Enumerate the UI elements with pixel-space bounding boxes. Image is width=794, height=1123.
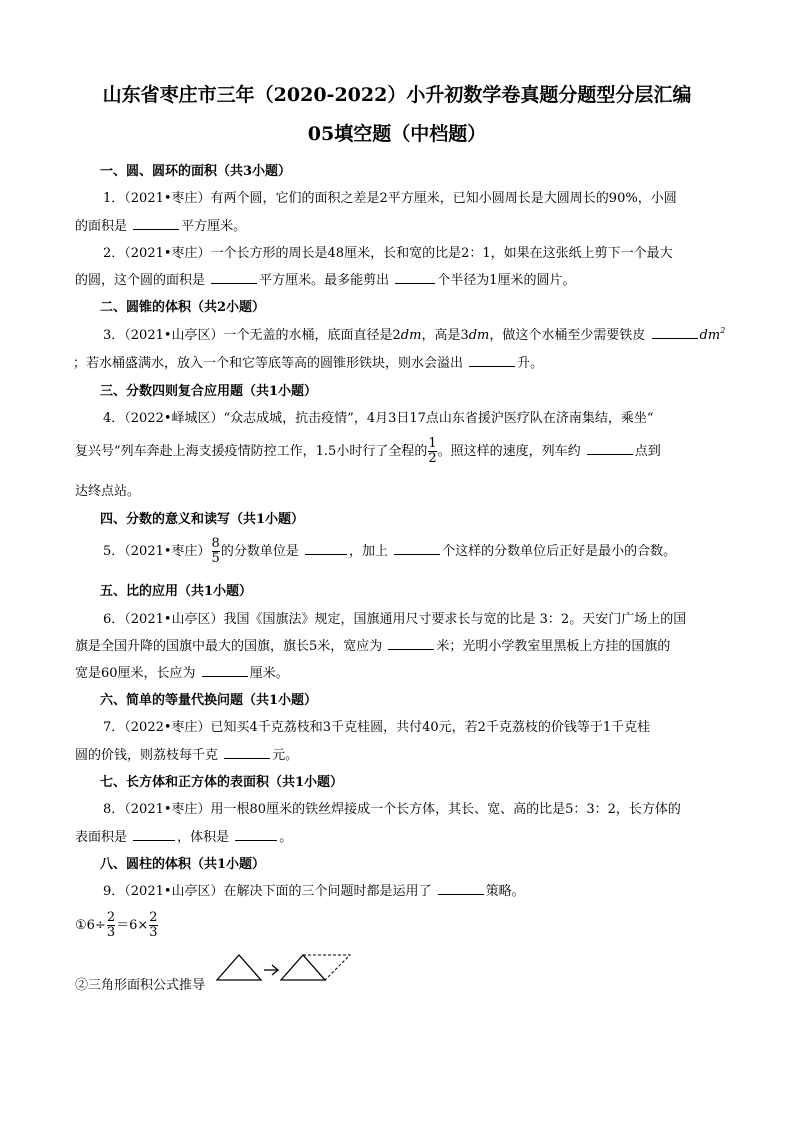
parallelogram-dashed-outline <box>303 955 350 980</box>
q8-blank-1[interactable] <box>133 828 175 841</box>
q5-line: 5．（2021•枣庄） $\frac{8}{5}$ 的分数单位是 ，加上 个这样的分数单位后正好是最小的合数。 <box>103 536 677 566</box>
q2-blank-1[interactable] <box>211 271 257 284</box>
section-7-heading: 七、长方体和正方体的表面积（共1小题） <box>100 775 344 790</box>
arrow-right-icon <box>264 965 278 975</box>
section-1-heading: 一、圆、圆环的面积（共3小题） <box>100 164 292 179</box>
q5-blank-2[interactable] <box>394 542 440 555</box>
q1-blank[interactable] <box>133 217 179 230</box>
q3-line-b: ；若水桶盛满水，放入一个和它等底等高的圆锥形铁块，则水会溢出 升。 <box>73 356 544 371</box>
q7-blank[interactable] <box>224 746 270 759</box>
q9-fraction-1: $\frac{2}{3}$ <box>106 910 116 940</box>
doc-title-line1: 山东省枣庄市三年（2020-2022）小升初数学卷真题分题型分层汇编 <box>102 84 692 106</box>
q2-line-b: 的圆，这个圆的面积是 平方厘米。最多能剪出 个半径为1厘米的圆片。 <box>75 273 576 288</box>
q8-line-b: 表面积是 ，体积是 。 <box>75 830 293 845</box>
q4-line-b: 复兴号”列车奔赴上海支援疫情防控工作，1.5小时行了全程的 $\frac{1}{2}$ 。照这样的速度，列车约 点到 <box>75 436 661 466</box>
q3-blank-1[interactable] <box>652 326 698 339</box>
q4-fraction: $\frac{1}{2}$ <box>428 436 437 466</box>
q3-line-a: 3．（2021•山亭区）一个无盖的水桶，底面直径是2dm，高是3dm，做这个水桶至少需要铁皮 $dm^2$ <box>103 326 726 343</box>
section-5-heading: 五、比的应用（共1小题） <box>100 584 253 599</box>
section-6-heading: 六、简单的等量代换问题（共1小题） <box>100 693 318 708</box>
q2-blank-2[interactable] <box>395 271 435 284</box>
q9-fraction-2: $\frac{2}{3}$ <box>149 910 158 940</box>
q8-blank-2[interactable] <box>235 828 277 841</box>
q9-expression-2: ②三角形面积公式推导 <box>75 978 206 993</box>
doc-title-line2: 05填空题（中档题） <box>307 123 487 145</box>
section-2-heading: 二、圆锥的体积（共2小题） <box>100 300 266 315</box>
triangle-shape <box>217 955 261 980</box>
q6-blank-2[interactable] <box>202 664 248 677</box>
q5-blank-1[interactable] <box>305 542 347 555</box>
q8-line-a: 8．（2021•枣庄）用一根80厘米的铁丝焊接成一个长方体，其长、宽、高的比是5：3：2，长方体的 <box>103 802 681 817</box>
section-4-heading: 四、分数的意义和读写（共1小题） <box>100 512 305 527</box>
q4-line-a: 4．（2022•峄城区）“众志成城，抗击疫情”，4月3日17点山东省援沪医疗队在济南集结，乘坐“ <box>103 411 654 426</box>
q6-line-b: 旗是全国升降的国旗中最大的国旗，旗长5米，宽应为 米；光明小学教室里黑板上方挂的国旗的 <box>75 639 671 654</box>
q3-blank-2[interactable] <box>469 354 515 367</box>
q2-line-a: 2．（2021•枣庄）一个长方形的周长是48厘米，长和宽的比是2：1，如果在这张纸上剪下一个最大 <box>103 246 673 261</box>
q1-line-a: 1．（2021•枣庄）有两个圆，它们的面积之差是2平方厘米，已知小圆周长是大圆周长的90%，小圆 <box>103 191 677 206</box>
q4-line-c: 达终点站。 <box>75 484 141 499</box>
section-8-heading: 八、圆柱的体积（共1小题） <box>100 857 266 872</box>
q7-line-a: 7．（2022•枣庄）已知买4千克荔枝和3千克桂圆，共付40元，若2千克荔枝的价钱等于1千克桂 <box>103 720 651 735</box>
q9-expression-1: ①6÷ $\frac{2}{3}$ ＝6× $\frac{2}{3}$ <box>75 910 158 940</box>
q9-line-a: 9．（2021•山亭区）在解决下面的三个问题时都是运用了 策略。 <box>103 884 525 899</box>
q1-line-b: 的面积是 平方厘米。 <box>75 219 247 234</box>
triangle-derivation-figure <box>215 950 355 988</box>
section-3-heading: 三、分数四则复合应用题（共1小题） <box>100 384 318 399</box>
q5-fraction: $\frac{8}{5}$ <box>211 536 220 566</box>
q7-line-b: 圆的价钱，则荔枝每千克 元。 <box>75 748 299 763</box>
q6-line-c: 宽是60厘米，长应为 厘米。 <box>75 666 289 681</box>
q9-blank[interactable] <box>438 882 484 895</box>
q6-blank-1[interactable] <box>388 637 434 650</box>
q6-line-a: 6．（2021•山亭区）我国《国旗法》规定，国旗通用尺寸要求长与宽的比是 3：2。天安门广场上的国 <box>103 612 687 627</box>
triangle-copy-shape <box>281 955 325 980</box>
q4-blank[interactable] <box>587 442 633 455</box>
